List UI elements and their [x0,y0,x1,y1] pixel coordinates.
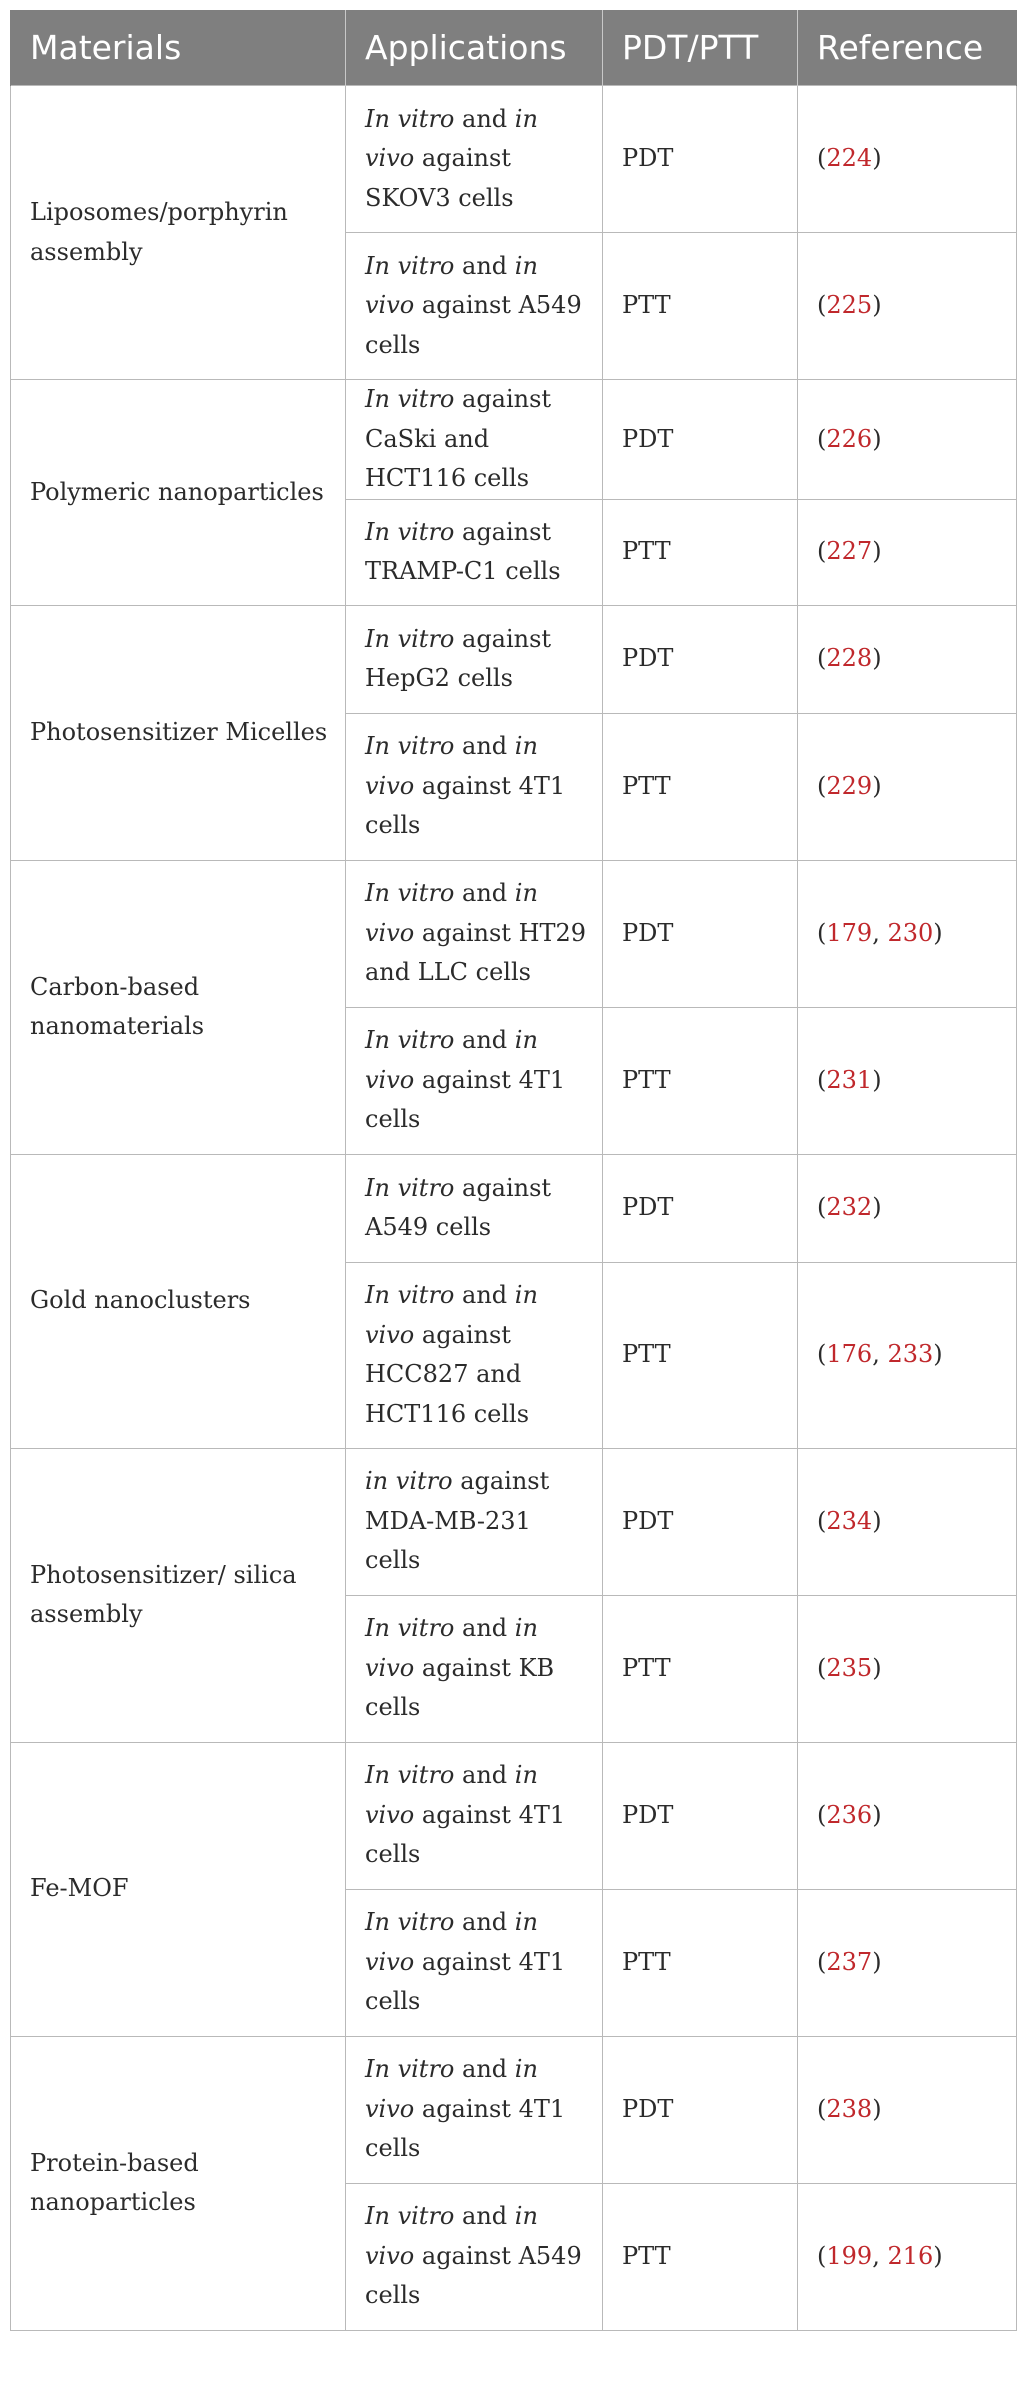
reference-cell [798,380,1017,500]
table-row [11,605,1017,713]
reference-link[interactable]: 179 [826,918,873,947]
reference-open-paren: ( [817,144,827,173]
table-row [11,2036,1017,2183]
materials-table [10,10,1017,2331]
therapy-type-cell: PDT [603,86,798,233]
therapy-type-cell: PTT [603,1595,798,1742]
reference-link[interactable]: 231 [826,1065,873,1094]
application-cell: In vitro and in vivo against 4T1 cells [346,1742,603,1889]
table-container [10,10,1017,2331]
reference-open-paren: ( [817,537,827,566]
reference-open-paren: ( [817,1506,827,1535]
reference-open-paren: ( [817,1065,827,1094]
reference-open-paren: ( [817,291,827,320]
application-cell: In vitro and in vivo against A549 cells [346,2183,603,2330]
reference-open-paren: ( [817,1800,827,1829]
reference-cell [798,1889,1017,2036]
therapy-type-cell: PTT [603,1889,798,2036]
reference-link[interactable]: 227 [826,537,873,566]
reference-close-paren: ) [872,1947,882,1976]
reference-close-paren: ) [872,1193,882,1222]
header-row [11,10,1017,86]
reference-cell [798,1262,1017,1448]
reference-link[interactable]: 216 [887,2241,934,2270]
application-cell: In vitro and in vivo against A549 cells [346,233,603,380]
reference-cell [798,2183,1017,2330]
header-applications: Applications [346,10,603,86]
reference-link[interactable]: 228 [826,644,873,673]
reference-cell [798,1742,1017,1889]
application-cell: In vitro against TRAMP-C1 cells [346,499,603,605]
header-pdt-ptt: PDT/PTT [603,10,798,86]
reference-link[interactable]: 238 [826,2094,873,2123]
reference-open-paren: ( [817,644,827,673]
table-row [11,1742,1017,1889]
application-cell: In vitro against A549 cells [346,1154,603,1262]
material-cell: Photosensitizer/ silica assembly [11,1448,346,1742]
application-cell: In vitro and in vivo against SKOV3 cells [346,86,603,233]
reference-link[interactable]: 226 [826,424,873,453]
material-cell: Carbon-based nanomaterials [11,860,346,1154]
application-cell: In vitro and in vivo against 4T1 cells [346,1007,603,1154]
header-reference: Reference [798,10,1017,86]
application-cell: In vitro against HepG2 cells [346,605,603,713]
reference-link[interactable]: 224 [826,144,873,173]
reference-link[interactable]: 176 [826,1340,873,1369]
reference-open-paren: ( [817,1653,827,1682]
material-cell: Photosensitizer Micelles [11,605,346,860]
table-row [11,1448,1017,1595]
reference-link[interactable]: 230 [887,918,934,947]
reference-close-paren: ) [872,537,882,566]
reference-close-paren: ) [933,918,943,947]
reference-separator: , [872,2241,888,2270]
table-row [11,1154,1017,1262]
application-cell: In vitro and in vivo against 4T1 cells [346,2036,603,2183]
therapy-type-cell: PDT [603,1154,798,1262]
reference-close-paren: ) [872,1506,882,1535]
reference-link[interactable]: 237 [826,1947,873,1976]
reference-cell [798,1595,1017,1742]
reference-open-paren: ( [817,1947,827,1976]
reference-separator: , [872,1340,888,1369]
therapy-type-cell: PTT [603,1262,798,1448]
reference-close-paren: ) [872,2094,882,2123]
reference-cell [798,1007,1017,1154]
reference-close-paren: ) [872,644,882,673]
therapy-type-cell: PTT [603,713,798,860]
therapy-type-cell: PDT [603,1742,798,1889]
table-row [11,860,1017,1007]
reference-link[interactable]: 232 [826,1193,873,1222]
reference-open-paren: ( [817,2094,827,2123]
therapy-type-cell: PTT [603,499,798,605]
reference-cell [798,1154,1017,1262]
reference-close-paren: ) [872,1065,882,1094]
reference-cell [798,499,1017,605]
therapy-type-cell: PTT [603,233,798,380]
application-cell: In vitro and in vivo against HCC827 and HCT116 cells [346,1262,603,1448]
reference-link[interactable]: 235 [826,1653,873,1682]
material-cell: Polymeric nanoparticles [11,380,346,606]
material-cell: Protein-based nanoparticles [11,2036,346,2330]
reference-cell [798,713,1017,860]
therapy-type-cell: PDT [603,380,798,500]
reference-link[interactable]: 229 [826,771,873,800]
therapy-type-cell: PTT [603,2183,798,2330]
application-cell: In vitro and in vivo against KB cells [346,1595,603,1742]
therapy-type-cell: PTT [603,1007,798,1154]
reference-link[interactable]: 199 [826,2241,873,2270]
reference-cell [798,86,1017,233]
application-cell: In vitro and in vivo against HT29 and LLC cells [346,860,603,1007]
reference-cell [798,2036,1017,2183]
material-cell: Gold nanoclusters [11,1154,346,1448]
material-cell: Liposomes/porphyrin assembly [11,86,346,380]
reference-close-paren: ) [872,1653,882,1682]
reference-open-paren: ( [817,918,827,947]
material-cell: Fe-MOF [11,1742,346,2036]
reference-link[interactable]: 234 [826,1506,873,1535]
reference-open-paren: ( [817,771,827,800]
therapy-type-cell: PDT [603,1448,798,1595]
reference-close-paren: ) [933,2241,943,2270]
reference-cell [798,860,1017,1007]
reference-separator: , [872,918,888,947]
table-body [11,86,1017,2331]
therapy-type-cell: PDT [603,605,798,713]
reference-link[interactable]: 233 [887,1340,934,1369]
reference-close-paren: ) [872,1800,882,1829]
reference-open-paren: ( [817,1340,827,1369]
application-cell: In vitro and in vivo against 4T1 cells [346,713,603,860]
reference-close-paren: ) [872,424,882,453]
therapy-type-cell: PDT [603,2036,798,2183]
table-header [11,10,1017,86]
application-cell: In vitro against CaSki and HCT116 cells [346,380,603,500]
reference-close-paren: ) [872,144,882,173]
application-cell: in vitro against MDA-MB-231 cells [346,1448,603,1595]
table-row [11,380,1017,500]
reference-cell [798,605,1017,713]
reference-open-paren: ( [817,1193,827,1222]
reference-close-paren: ) [872,291,882,320]
header-materials: Materials [11,10,346,86]
reference-link[interactable]: 225 [826,291,873,320]
reference-open-paren: ( [817,424,827,453]
reference-link[interactable]: 236 [826,1800,873,1829]
table-row [11,86,1017,233]
reference-cell [798,1448,1017,1595]
therapy-type-cell: PDT [603,860,798,1007]
application-cell: In vitro and in vivo against 4T1 cells [346,1889,603,2036]
reference-open-paren: ( [817,2241,827,2270]
reference-close-paren: ) [933,1340,943,1369]
reference-cell [798,233,1017,380]
reference-close-paren: ) [872,771,882,800]
